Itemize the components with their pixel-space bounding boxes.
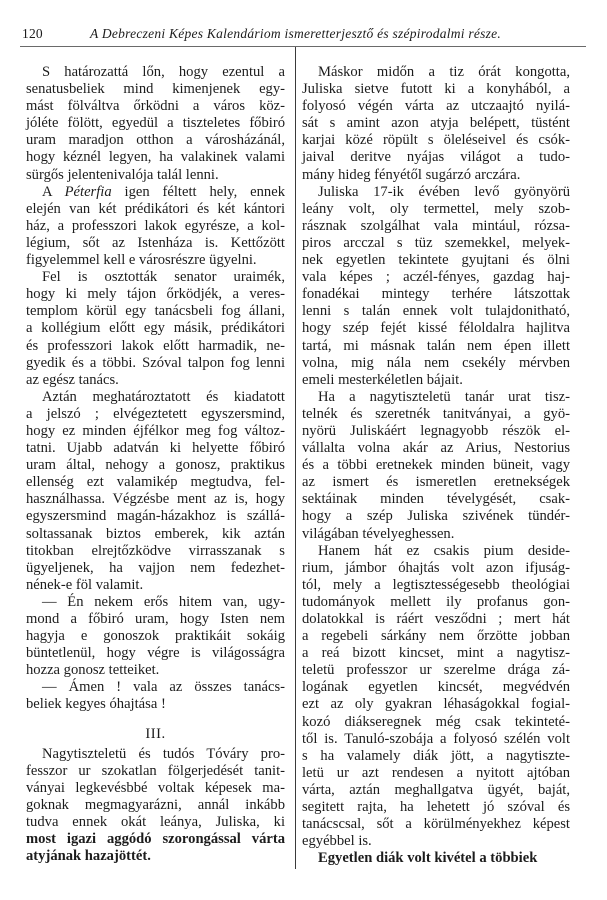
text-line: — Ámen ! vala az összes tanács- — [42, 679, 285, 696]
text-line: rium, jámbor óhajtás volt azon ifjuság- — [302, 559, 570, 576]
text-line: teletü professzor ur szerelme drága zá- — [302, 662, 570, 679]
text-line: hogy kéznél legyen, ha valakinek valami — [26, 149, 285, 166]
text-line — [26, 184, 285, 201]
text-line: Ha a nagytiszteletü tanár urat tisz- — [318, 388, 570, 405]
text-line: figyelemmel kell e városrészre ügyelni. — [26, 252, 257, 269]
text-line: büntetlenül, hogy végre is világosságra — [26, 645, 285, 662]
text-line: folyosó végén várta az utczaajtó nyilá- — [302, 98, 570, 115]
text-line: tudva ennek okát leánya, Juliska, ki — [26, 813, 285, 830]
text-line: templom körül egy tanácsbeli fog állani, — [26, 303, 285, 320]
text-line: karjai közé röpült s öleléseivel és csók- — [302, 132, 570, 149]
text-line: dolatokkal is ráért vesződni ; mert hát — [302, 611, 570, 627]
text-line: vállalta volna akár az Arius, Nestorius — [302, 440, 570, 457]
text-fragment: A — [42, 183, 65, 200]
text-line: tanácscsal, sőt a körülményekhez képest — [302, 816, 570, 833]
page-number: 120 — [22, 26, 43, 41]
text-line: a reá bizott kincset, mint a nagytisz- — [302, 645, 570, 662]
text-line: S határozattá lőn, hogy ezentul a — [42, 64, 285, 80]
text-line: kozó diákseregnek még csak tekinteté- — [302, 713, 570, 730]
text-line: világában tévelyeghessen. — [302, 525, 455, 542]
text-line: letü ur azt rendesen a nyitott ajtóban — [302, 764, 570, 781]
paragraph — [26, 746, 285, 866]
text-line: atyjának hazajöttét. — [26, 848, 151, 865]
text-line: uram által, nehogy a gonosz, praktikus — [26, 457, 285, 474]
text-line: ház, a professzori lakok egyrésze, a kol- — [26, 217, 285, 234]
text-line: és professzori lakok előtt harmadik, ne- — [26, 337, 285, 354]
text-line: hagyja e gonoszok praktikáit sokáig — [26, 628, 285, 645]
text-line: az egész tanács. — [26, 371, 119, 388]
paragraph-gap — [26, 714, 285, 726]
text-line: egyébbel is. — [302, 833, 372, 850]
text-line: től is. Tanuló-szobája a folyosó szélén volt — [302, 730, 570, 747]
text-line: ezt az oly gyakran léhaságokkal fogial- — [302, 696, 570, 713]
text-line: az ismert és ismeretlen eretnekségek — [302, 474, 570, 491]
paragraph — [26, 269, 285, 389]
paragraph — [302, 850, 570, 867]
text-line: ványai legkevésbbé voltak képesek ma- — [26, 779, 285, 796]
text-line: fonadékai mintegy terhére látszottak — [302, 286, 570, 303]
paragraph — [26, 594, 285, 679]
text-line: a regebeli sárkány nem őrzötte jobban — [302, 628, 570, 645]
text-line: tatni. Ujabb adatván ki helyette főbiró — [26, 440, 285, 457]
text-line: tartá, mi másnak talán nem épen illett — [302, 337, 570, 354]
text-line: hogy szép fejét kissé féloldalra hajlitva — [302, 320, 570, 337]
text-line: jóléte fölött, egyedül a tiszteletes főbiró — [26, 115, 285, 132]
page-header — [18, 26, 588, 44]
text-line: — Én nekem erős hitem van, ugy- — [42, 593, 285, 610]
text-line: gyedik és a többi. Szóval talpon fog lenni — [26, 354, 285, 371]
paragraph — [302, 64, 570, 184]
paragraph — [302, 389, 570, 543]
text-line: ellenség ezt valamikép megtudva, fel- — [26, 474, 285, 491]
text-line: ügyeljenek, ha vajjon nem fedezhet- — [26, 559, 285, 576]
text-line: most igazi aggódó szorongással várta — [26, 831, 285, 848]
text-line: uram maradjon otthon a városházánál, — [26, 132, 285, 149]
text-line: Juliska 17-ik évében levő gyönyörü — [318, 183, 570, 200]
text-line: nyörü Juliskáért legnagyobb részök el- — [302, 422, 570, 439]
text-line: goknak megmagyarázni, annál inkább — [26, 796, 285, 813]
text-line: telnék és szeretnék tanitványai, a gyö- — [302, 405, 570, 422]
text-line: mást fölváltva őrködni a város köz- — [26, 98, 285, 115]
text-line: segitett rajta, ha lehetett jó szóval és — [302, 799, 570, 816]
text-line: nének-e föl valamit. — [26, 576, 144, 593]
text-line: emeli mesterkéletlen bájait. — [302, 371, 463, 388]
text-line: nek egyetlen tekintete gyujtani és ölni — [302, 252, 570, 269]
left-column — [26, 64, 285, 865]
text-line: használhassa. Végzésbe ment az is, hogy — [26, 491, 285, 508]
text-fragment: igen féltett hely, ennek — [111, 183, 285, 200]
text-line: volna, mig nála nem csekély mérvben — [302, 354, 570, 371]
text-line: Máskor midőn a tiz órát kongotta, — [318, 64, 570, 80]
text-line: egyszersmind magán-házakhoz is szállá- — [26, 508, 285, 525]
paragraph — [302, 184, 570, 389]
text-line: tudományok mellett ily profanus gon- — [302, 593, 570, 610]
paragraph — [26, 389, 285, 594]
text-line: s ha valamely diák jött, a nagytiszte- — [302, 747, 570, 764]
text-line: Juliska sietve futott ki a konyhából, a — [302, 81, 570, 98]
text-line: várta, aztán meghallgatva ügyét, baját, — [302, 781, 570, 798]
text-line: mond a főbiró uram, hogy Isten nem — [26, 611, 285, 627]
paragraph — [26, 64, 285, 184]
text-line: Aztán meghatároztatott és kiadatott — [42, 388, 285, 405]
text-line: rásznak szolgálhat vala mintául, rózsa- — [302, 217, 570, 234]
text-line: mány hideg fényétől sugárzó arczára. — [302, 166, 521, 183]
text-line: logának egyetlen kincsét, megvédvén — [302, 679, 570, 696]
text-line: leány volt, oly termettel, mely szob- — [302, 200, 570, 217]
paragraph — [26, 679, 285, 713]
text-line: soltassanak biztos emberek, kik aztán — [26, 525, 285, 542]
text-line: a kollégium előtt egy másik, prédikátori — [26, 320, 285, 337]
text-line: hogy ki mely tájon őrködjék, a veres- — [26, 286, 285, 303]
text-line: elején van két prédikátori és két kántori — [26, 200, 285, 217]
paragraph — [302, 543, 570, 851]
text-line: jaival deritve nyájas világot a tudo- — [302, 149, 570, 166]
text-line: hogy a szép Juliska szivének tündér- — [302, 508, 570, 525]
text-line: beliek kegyes óhajtása ! — [26, 696, 166, 713]
text-line: hozza gonosz tetteiket. — [26, 662, 160, 679]
paragraph — [26, 184, 285, 269]
section-heading: III. — [145, 725, 166, 742]
text-line: sürgős jelentenivalója talál lenni. — [26, 166, 219, 183]
text-line: sektáinak minden tévelygését, csak- — [302, 491, 570, 508]
text-line: légium, sőt az Istenháza is. Kettőzött — [26, 234, 285, 251]
text-line: sát s amint azon atyja belépett, tüstént — [302, 115, 570, 132]
right-column — [302, 64, 570, 867]
text-line: senatusbeliek mind kimenjenek egy- — [26, 81, 285, 98]
text-line: és a többi eretnekek minden büneit, vagy — [302, 457, 570, 474]
text-line: vala képes ; aczél-fényes, gazdag haj- — [302, 269, 570, 286]
text-line: fesszor ur szokatlan fölgerjedését tanit- — [26, 762, 285, 779]
text-line: tól, mely a legtisztességesebb theológiai — [302, 576, 570, 593]
text-line: piros arcczal s tüz szemekkel, melyek- — [302, 234, 570, 251]
text-line: Hanem hát ez csakis pium deside- — [318, 542, 570, 559]
text-line: lenni s talán ennek volt tulajdonitható, — [302, 303, 570, 320]
header-rule — [20, 46, 586, 47]
column-divider — [295, 47, 296, 869]
text-line: titokban elrejtőzködve virrasszanak s — [26, 542, 285, 559]
text-line: Egyetlen diák volt kivétel a többiek — [318, 850, 538, 867]
text-line: hogy ez minden éjfélkor meg fog változ- — [26, 422, 285, 439]
text-line: a jelszó ; elvégeztetett egyszersmind, — [26, 405, 285, 422]
italic-place-name: Péterfia — [64, 183, 112, 200]
running-title: A Debreczeni Képes Kalendáriom ismeretterjesztő és szépirodalmi része. — [90, 26, 501, 41]
text-line: Fel is osztották senator uraimék, — [42, 269, 285, 286]
text-line: Nagytiszteletü és tudós Tóváry pro- — [42, 745, 285, 762]
